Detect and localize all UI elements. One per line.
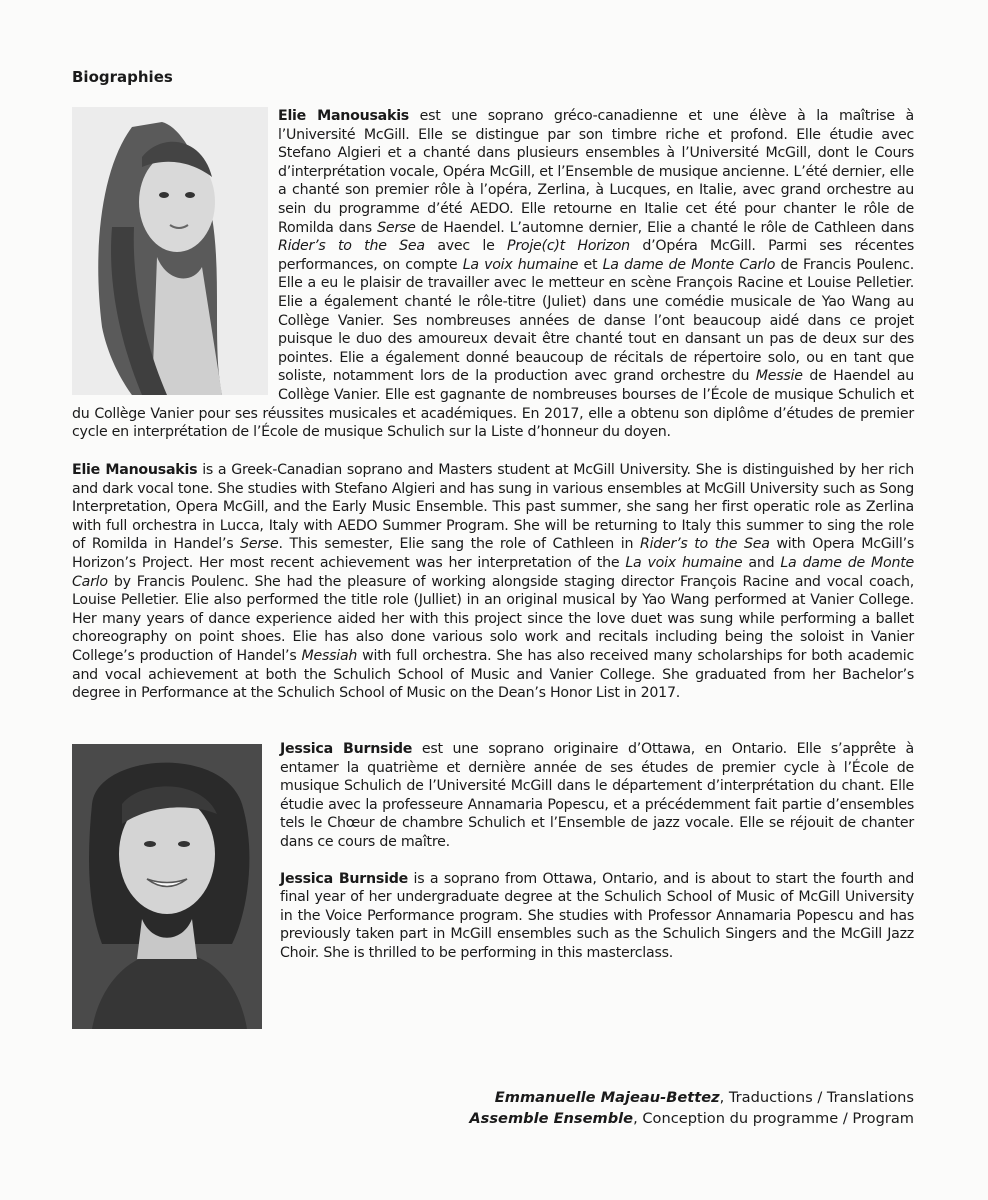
work-title: La dame de Monte Carlo [602,256,776,273]
bio-text-segment: avec le [424,238,508,255]
work-title: Serse [377,219,416,236]
work-title: Messie [755,368,803,385]
portrait-jessica-graphic [72,744,262,1029]
page-heading: Biographies [72,68,173,86]
bio-text-segment: de Haendel. L’automne dernier, Elie a chanté le rôle de Cathleen dans [415,219,914,236]
portrait-jessica-photo [72,744,262,1029]
bio-text-segment: . This semester, Elie sang the role of Cathleen in [278,536,640,553]
work-title: La voix humaine [462,256,579,273]
bio-text-segment: d’Opéra McGill. Parmi ses récentes performances, on compte [278,238,914,273]
work-title: Proje(c)t Horizon [507,238,630,255]
work-title: La voix humaine [625,554,743,571]
bio-text-segment: is a soprano from Ottawa, Ontario, and is about to start the fourth and final year of her undergraduate degree at the Schulich School of Music of McGill University in the Voice Performance program. She studies with Professor Annamaria Popescu and has previously taken part in McGill ensembles such as the Schulich Singers and the McGill Jazz Choir. She is thrilled to be performing in this masterclass. [280,870,914,961]
bio-elie-fr [72,107,914,442]
work-title: Rider’s to the Sea [639,536,770,553]
credit-role: , Traductions / Translations [719,1089,914,1106]
bio-text-segment: est une soprano originaire d’Ottawa, en Ontario. Elle s’apprête à entamer la quatrième et dernière année de ses études de premier cycle à l’École de musique Schulich de l’Université McGill dans le département d’interprétation du chant. Elle étudie avec la professeure Annamaria Popescu, et a précédemment fait partie d’ensembles tels le Chœur de chambre Schulich et l’Ensemble de jazz vocale. Elle se réjouit de chanter dans ce cours de maître. [280,741,914,850]
credit-role: , Conception du programme / Program [633,1110,914,1127]
bio-text-segment: est une soprano gréco-canadienne et une élève à la maîtrise à l’Université McGill. Elle se distingue par son timbre riche et profond. Elle étudie avec Stefano Algieri et a chanté dans plusieurs ensembles à l’Université McGill, dont le Cours d’interprétation vocale, Opéra McGill, et l’Ensemble de musique ancienne. L’été dernier, elle a chanté son premier rôle à l’opéra, Zerlina, à Lucques, en Italie, avec grand orchestre au sein du programme d’été AEDO. Elle retourne en Italie cet été pour chanter le rôle de Romilda dans [278,108,914,236]
credits [469,1087,914,1129]
bio-elie-en [72,461,914,703]
bio-text-segment: by Francis Poulenc. She had the pleasure of working alongside staging director François Racine and vocal coach, Louise Pelletier. Elie also performed the title role (Julliet) in an original musical by Yao Wang performed at Vanier College. Her many years of dance experience aided her with this project since the love duet was sung while performing a ballet choreography on point shoes. Elie has also done various solo work and recitals including being the soloist in Vanier College’s production of Handel’s [72,573,914,664]
work-title: Serse [240,536,279,553]
credit-line-translations [469,1087,914,1108]
bio-elie-fr-name: Elie Manousakis [278,108,409,124]
credit-line-program [469,1108,914,1129]
bio-text-segment: is a Greek-Canadian soprano and Masters student at McGill University. She is distinguished by her rich and dark vocal tone. She studies with Stefano Algieri and has sung in various ensembles at McGill University such as Song Interpretation, Opera McGill, and the Early Music Ensemble. This past summer, she sang her first operatic role as Zerlina with full orchestra in Lucca, Italy with AEDO Summer Program. She will be returning to Italy this summer to sing the role of Romilda in Handel’s [72,462,914,553]
bio-text-segment: et [578,256,603,273]
credit-name: Emmanuelle Majeau-Bettez [494,1089,720,1106]
bio-text-segment: with full orchestra. She has also received many scholarships for both academic and vocal achievement at both the Schulich School of Music and Vanier College. She graduated from her Bachelor’s degree in Performance at the Schulich School of Music on the Dean’s Honor List in 2017. [72,647,914,702]
bio-text-segment: de Haendel au Collège Vanier. Elle est gagnante de nombreuses bourses de l’École de musique Schulich et du Collège Vanier pour ses réussites musicales et académiques. En 2017, elle a obtenu son diplôme d’études de premier cycle en interprétation de l’École de musique Schulich sur la Liste d’honneur du doyen. [72,368,914,441]
work-title: La dame de Monte Carlo [72,554,914,590]
bio-elie-en-name: Elie Manousakis [72,462,198,478]
bio-jessica-fr-name: Jessica Burnside [280,741,413,757]
bio-jessica [72,740,914,1029]
bio-text-segment: with Opera McGill’s Horizon’s Project. Her most recent achievement was her interpretation of the [72,536,914,571]
credit-name: Assemble Ensemble [469,1110,634,1127]
portrait-elie-photo [72,107,268,395]
bio-text-segment: de Francis Poulenc. Elle a eu le plaisir de travailler avec le metteur en scène François Racine et Louise Pelletier. Elie a également chanté le rôle-titre (Juliet) dans une comédie musicale de Yao Wang au Collège Vanier. Ses nombreuses années de danse l’ont beaucoup aidé dans ce projet puisque le duo des amoureux devait être chanté tout en dansant un pas de deux sur des pointes. Elie a également donné beaucoup de récitals de répertoire solo, ou en tant que soliste, notamment lors de la production avec grand orchestre du [278,256,915,385]
bio-jessica-en-name: Jessica Burnside [280,870,408,887]
portrait-elie-graphic [72,107,268,395]
work-title: Messiah [301,647,358,664]
work-title: Rider’s to the Sea [278,238,425,255]
bio-text-segment: and [742,554,781,571]
